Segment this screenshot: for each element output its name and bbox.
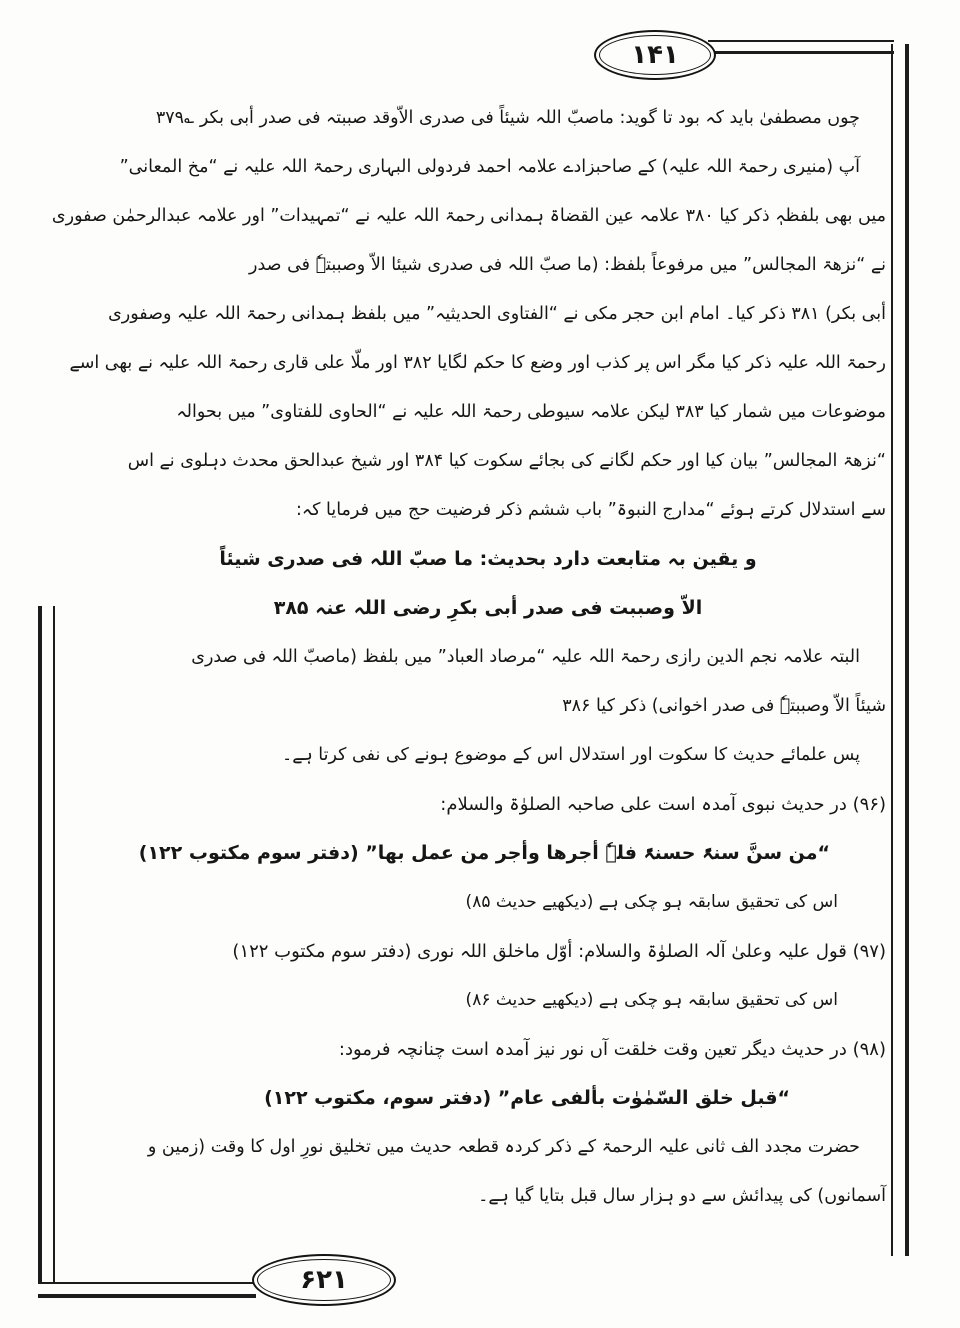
top-page-number: ۱۴۱	[631, 40, 679, 70]
top-page-number-inner-ring	[599, 35, 711, 75]
numbered-item-97: (۹۷) قول علیہ وعلیٰ آلہ الصلوٰۃ والسلام: أوّل ماخلق اللہ نوری (دفتر سوم مکتوب ۱۲۲)	[232, 941, 886, 962]
text-line: نے “نزھۃ المجالس” میں مرفوعاً بلفظ: (ما صبّ اللہ فی صدری شیئا الاّ وصببتہٗ فی صدر	[249, 255, 886, 275]
hadith-couplet-line: و یقین بہ متابعت دارد بحدیث: ما صبّ اللہ فی صدری شیئاً	[219, 548, 757, 570]
hadith-couplet-line: الاّ وصببت فی صدر أبی بکرِ رضی اللہ عنہ ۳۸۵	[273, 597, 703, 619]
top-page-number-ornament	[594, 30, 716, 80]
page-body-text	[51, 94, 886, 1221]
text-line: أبی بکر) ۳۸۱ ذکر کیا۔ امام ابن حجر مکی نے “الفتاوی الحدیثیہ” میں بلفظ ہمدانی رحمۃ اللہ علیہ وصفوری	[108, 304, 886, 324]
bottom-page-number-ornament	[252, 1254, 396, 1306]
numbered-item-98: (۹۸) در حدیث دیگر تعین وقت خلقت آں نور نیز آمدہ است چنانچہ فرمود:	[338, 1039, 886, 1060]
text-line: پس علمائے حدیث کا سکوت اور استدلال اس کے موضوع ہونے کی نفی کرتا ہے۔	[281, 745, 860, 765]
reference-note: اس کی تحقیق سابقہ ہو چکی ہے (دیکھیے حدیث ۸۶)	[465, 990, 838, 1010]
reference-note: اس کی تحقیق سابقہ ہو چکی ہے (دیکھیے حدیث ۸۵)	[465, 892, 838, 912]
text-line: موضوعات میں شمار کیا ۳۸۳ لیکن علامہ سیوطی رحمۃ اللہ علیہ نے “الحاوی للفتاوی” میں بحوالہ	[176, 402, 886, 422]
text-line: سے استدلال کرتے ہوئے “مدارج النبوۃ” باب ششم ذکر فرضیت حج میں فرمایا کہ:	[295, 500, 886, 520]
text-line: البتہ علامہ نجم الدین رازی رحمۃ اللہ علیہ “مرصاد العباد” میں بلفظ (ماصبّ اللہ فی صدری	[191, 647, 860, 667]
text-line: میں بھی بلفظہٖ ذکر کیا ۳۸۰ علامہ عین القضاۃ ہمدانی رحمۃ اللہ علیہ نے “تمہیدات” اور علامہ عبدالرحمٰن صفوری	[51, 206, 886, 226]
bottom-page-number-inner-ring	[257, 1259, 391, 1301]
bottom-left-vertical-border	[38, 606, 55, 1284]
text-line: چوں مصطفیٰ باید کہ بود تا گوید: ماصبّ اللہ شیئاً فی صدری الاّوقد صببتہ فی صدر أبی بکر ؎۳۷۹	[155, 108, 860, 128]
top-double-rule	[708, 40, 894, 54]
bottom-page-number: ۶۲۱	[300, 1265, 348, 1295]
right-page-border	[891, 44, 909, 1256]
text-line: شیئاً الاّ وصببتہٗ فی صدر اخوانی) ذکر کیا ۳۸۶	[562, 696, 886, 716]
text-line: آسمانوں) کی پیدائش سے دو ہزار سال قبل بتایا گیا ہے۔	[478, 1186, 886, 1206]
text-line: حضرت مجدد الف ثانی علیہ الرحمۃ کے ذکر کردہ قطعہ حدیث میں تخلیق نورِ اول کا وقت (زمین و	[147, 1137, 860, 1157]
hadith-quote: “من سنَّ سنۃً حسنۃً فلہٗ أجرھا وأجر من عمل بھا” (دفتر سوم مکتوب ۱۲۲)	[138, 842, 830, 864]
hadith-quote: “قبل خلق السّمٰوٰت بألفی عام” (دفتر سوم، مکتوب ۱۲۲)	[264, 1087, 790, 1109]
text-line: آپ (منیری رحمۃ اللہ علیہ) کے صاحبزادے علامہ احمد فردولی البہاری رحمۃ اللہ علیہ نے “مخ المعانی”	[119, 157, 860, 177]
numbered-item-96: (۹۶) در حدیث نبوی آمدہ است علی صاحبہ الصلوٰۃ والسلام:	[440, 794, 886, 815]
bottom-double-rule	[38, 1282, 256, 1298]
text-line: “نزھۃ المجالس” بیان کیا اور حکم لگانے کی بجائے سکوت کیا ۳۸۴ اور شیخ عبدالحق محدث دہلوی نے اس	[127, 451, 886, 471]
text-line: رحمۃ اللہ علیہ ذکر کیا مگر اس پر کذب اور وضع کا حکم لگایا ۳۸۲ اور ملّا علی قاری رحمۃ اللہ علیہ نے بھی اسے	[69, 353, 886, 373]
